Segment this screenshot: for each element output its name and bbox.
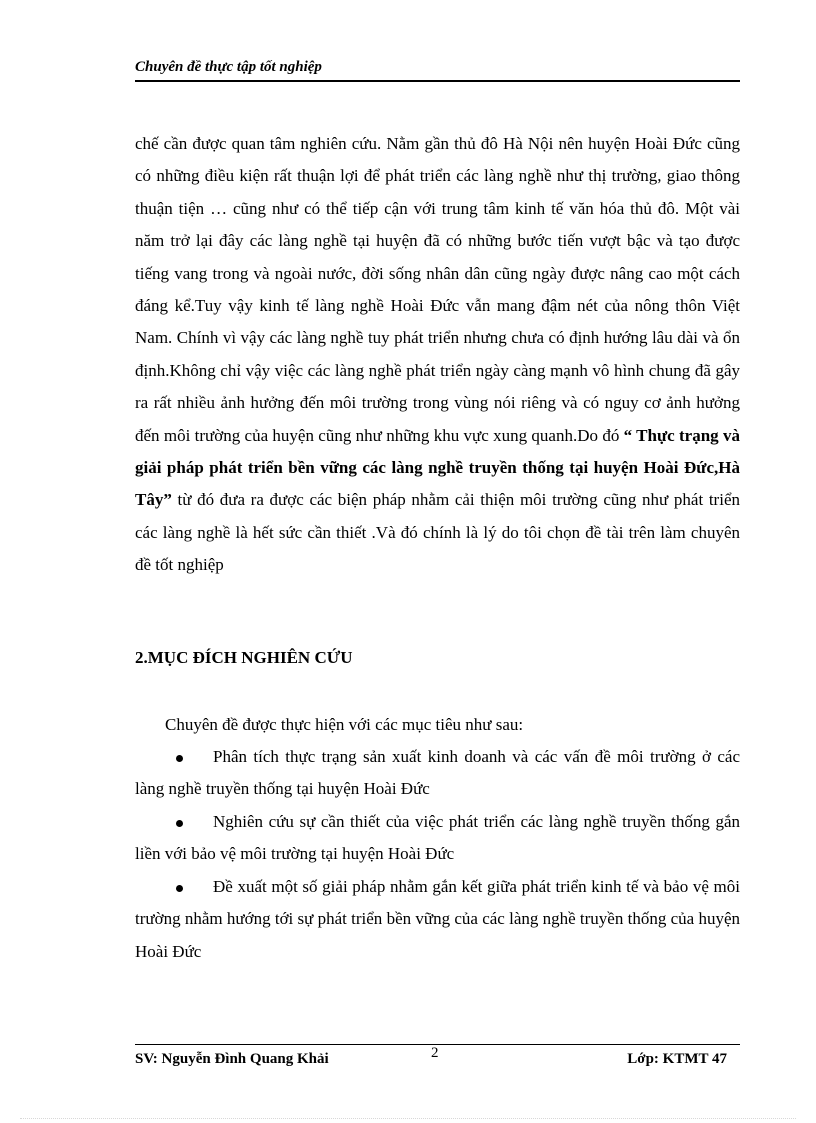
footer-student-name: SV: Nguyễn Đình Quang Khải — [135, 1051, 329, 1067]
intro-text-part2: từ đó đưa ra được các biện pháp nhằm cải thiện môi trường cũng như phát triển các làng nghề là hết sức cần thiết .Và đó chính là lý do tôi chọn đề tài trên làm chuyên đề tốt nghiệp — [135, 490, 740, 575]
bullet-icon — [176, 755, 183, 762]
bullet-text: Phân tích thực trạng sản xuất kinh doanh và các vấn đề môi trường ở các làng nghề truyền thống tại huyện Hoài Đức — [135, 747, 740, 799]
footer-page-number: 2 — [431, 1045, 439, 1061]
bullet-text: Đề xuất một số giải pháp nhằm gắn kết giữa phát triển kinh tế và bảo vệ môi trường nhằm hướng tới sự phát triển bền vững của các làng nghề truyền thống của huyện Hoài Đức — [135, 877, 740, 961]
bullet-icon — [176, 885, 183, 892]
section-lead: Chuyên đề được thực hiện với các mục tiêu như sau: — [165, 715, 524, 734]
bullet-icon — [176, 820, 183, 827]
intro-paragraph — [135, 128, 740, 582]
bullet-item — [135, 806, 740, 871]
page-header — [135, 56, 740, 82]
footer-class: Lớp: KTMT 47 — [627, 1051, 727, 1067]
intro-topic-title: “ Thực trạng và giải pháp phát triển bền vững các làng nghề truyền thống tại huyện Hoài Đức,Hà Tây” — [135, 425, 740, 510]
bullet-text: Nghiên cứu sự cần thiết của việc phát triển các làng nghề truyền thống gắn liền với bảo vệ môi trường tại huyện Hoài Đức — [135, 812, 740, 864]
bullet-item — [135, 741, 740, 806]
intro-text-part1: chế cần được quan tâm nghiên cứu. Nằm gần thủ đô Hà Nội nên huyện Hoài Đức cũng có những điều kiện rất thuận lợi để phát triển các làng nghề như thị trường, giao thông thuận tiện … cũng như có thể tiếp cận với trung tâm kinh tế văn hóa thủ đô. Một vài năm trở lại đây các làng nghề tại huyện đã có những bước tiến vượt bậc và tạo được tiếng vang trong và ngoài nước, đời sống nhân dân cũng ngày được nâng cao một cách đáng kể.Tuy vậy kinh tế làng nghề Hoài Đức vẫn mang đậm nét của nông thôn Việt Nam. Chính vì vậy các làng nghề tuy phát triển nhưng chưa có định hướng lâu dài và ổn định.Không chỉ vậy việc các làng nghề phát triển ngày càng mạnh vô hình chung đã gây ra rất nhiều ảnh hưởng đến môi trường trong vùng nói riêng và có nguy cơ ảnh hưởng đến môi trường của huyện cũng như những khu vực xung quanh.Do đó — [135, 134, 740, 445]
bullet-item — [135, 871, 740, 968]
header-title: Chuyên đề thực tập tốt nghiệp — [135, 59, 322, 75]
section-heading: 2.MỤC ĐÍCH NGHIÊN CỨU — [135, 648, 353, 667]
page-footer — [135, 1044, 740, 1067]
page-edge-divider — [20, 1118, 796, 1119]
